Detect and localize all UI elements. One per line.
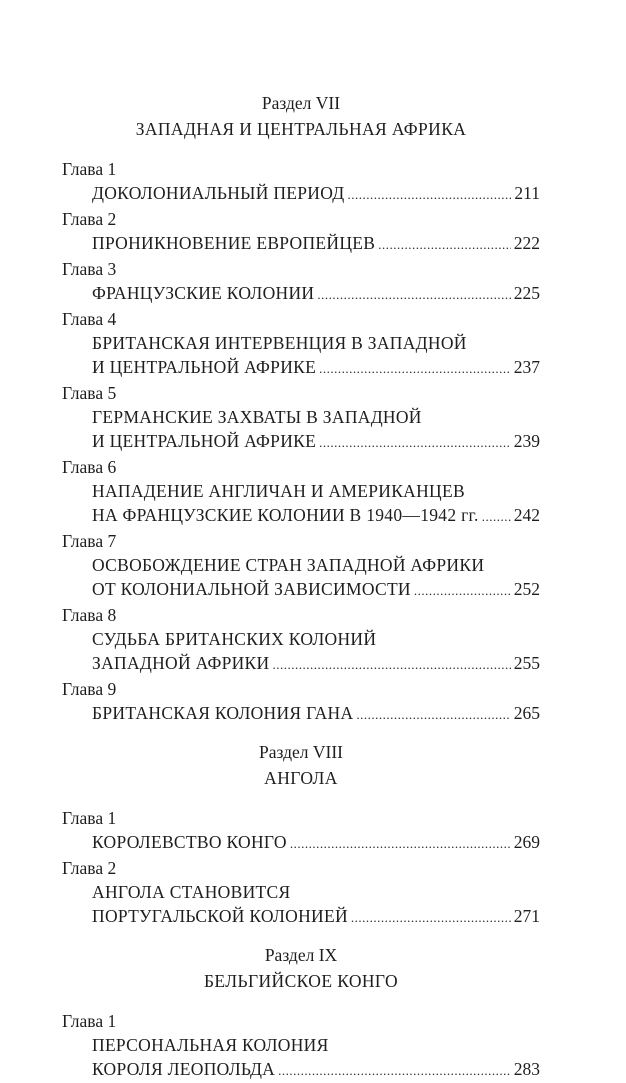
chapter-label: Глава 8 (62, 605, 117, 625)
chapter-title: ПРОНИКНОВЕНИЕ ЕВРОПЕЙЦЕВ (92, 233, 376, 253)
toc-entry-line[interactable] (62, 503, 540, 529)
section-viii (62, 739, 540, 791)
page-number: 211 (514, 183, 540, 203)
dot-leader (317, 283, 510, 307)
chapter-label: Глава 3 (62, 259, 117, 279)
chapter-title: ФРАНЦУЗСКИЕ КОЛОНИИ (92, 283, 315, 303)
dot-leader (319, 431, 511, 455)
section-title: ЗАПАДНАЯ И ЦЕНТРАЛЬНАЯ АФРИКА (135, 119, 467, 139)
chapter-label: Глава 6 (62, 457, 117, 477)
chapter-title: НА ФРАНЦУЗСКИЕ КОЛОНИИ В 1940—1942 гг. (92, 505, 479, 525)
page-number: 237 (513, 357, 540, 377)
page-number: 222 (513, 233, 540, 253)
section-label: Раздел IX (264, 945, 338, 965)
page-number: 265 (513, 703, 540, 723)
dot-leader (482, 505, 511, 529)
chapter-title-line: БРИТАНСКАЯ ИНТЕРВЕНЦИЯ В ЗАПАДНОЙ (92, 333, 467, 353)
page-number: 269 (513, 832, 540, 852)
chapter-title: ОТ КОЛОНИАЛЬНОЙ ЗАВИСИМОСТИ (92, 579, 411, 599)
page-number: 225 (513, 283, 540, 303)
dot-leader (348, 183, 512, 207)
chapter-entry (62, 603, 540, 677)
chapter-label: Глава 5 (62, 383, 117, 403)
toc-entry-line[interactable] (62, 181, 540, 207)
chapter-title-line: ГЕРМАНСКИЕ ЗАХВАТЫ В ЗАПАДНОЙ (92, 407, 422, 427)
dot-leader (319, 357, 511, 381)
chapter-title: КОРОЛЕВСТВО КОНГО (92, 832, 287, 852)
chapter-title: И ЦЕНТРАЛЬНОЙ АФРИКЕ (92, 357, 317, 377)
chapter-entry (62, 856, 540, 930)
toc-entry-line[interactable] (62, 577, 540, 603)
toc-entry-line[interactable] (62, 830, 540, 856)
chapter-label: Глава 2 (62, 858, 117, 878)
page-number: 239 (513, 431, 540, 451)
chapter-label: Глава 4 (62, 309, 117, 329)
dot-leader (290, 832, 511, 856)
page-number: 252 (513, 579, 540, 599)
page-number: 271 (513, 906, 540, 926)
dot-leader (351, 906, 511, 930)
section-ix (62, 942, 540, 994)
chapter-entry (62, 307, 540, 381)
chapter-entry (62, 207, 540, 257)
chapter-entry (62, 455, 540, 529)
chapter-title-line: СУДЬБА БРИТАНСКИХ КОЛОНИЙ (92, 629, 377, 649)
chapter-label: Глава 9 (62, 679, 117, 699)
chapter-title: ДОКОЛОНИАЛЬНЫЙ ПЕРИОД (92, 183, 345, 203)
dot-leader (356, 703, 510, 727)
toc-entry-line[interactable] (62, 1057, 540, 1083)
chapter-entry (62, 381, 540, 455)
chapter-label: Глава 1 (62, 808, 117, 828)
section-title: БЕЛЬГИЙСКОЕ КОНГО (203, 971, 399, 991)
chapter-label: Глава 2 (62, 209, 117, 229)
chapter-title: И ЦЕНТРАЛЬНОЙ АФРИКЕ (92, 431, 317, 451)
chapter-title-line: АНГОЛА СТАНОВИТСЯ (92, 882, 291, 902)
section-title: АНГОЛА (264, 768, 338, 788)
chapter-title: ПОРТУГАЛЬСКОЙ КОЛОНИЕЙ (92, 906, 348, 926)
chapter-title: БРИТАНСКАЯ КОЛОНИЯ ГАНА (92, 703, 354, 723)
dot-leader (414, 579, 511, 603)
toc-entry-line[interactable] (62, 701, 540, 727)
chapter-title-line: ОСВОБОЖДЕНИЕ СТРАН ЗАПАДНОЙ АФРИКИ (92, 555, 485, 575)
page-number: 255 (513, 653, 540, 673)
section-vii (62, 90, 540, 142)
page-number: 242 (513, 505, 540, 525)
chapter-label: Глава 1 (62, 1011, 117, 1031)
section-label: Раздел VIII (259, 742, 343, 762)
chapter-title-line: ПЕРСОНАЛЬНАЯ КОЛОНИЯ (92, 1035, 329, 1055)
chapter-entry (62, 257, 540, 307)
chapter-entry (62, 677, 540, 727)
chapter-entry (62, 529, 540, 603)
chapter-title: КОРОЛЯ ЛЕОПОЛЬДА (92, 1059, 276, 1079)
dot-leader (378, 233, 510, 257)
section-label: Раздел VII (261, 93, 341, 113)
toc-entry-line[interactable] (62, 231, 540, 257)
table-of-contents (62, 90, 540, 1083)
chapter-entry (62, 806, 540, 856)
chapter-label: Глава 1 (62, 159, 117, 179)
dot-leader (278, 1059, 511, 1083)
toc-entry-line[interactable] (62, 904, 540, 930)
chapter-label: Глава 7 (62, 531, 117, 551)
toc-entry-line[interactable] (62, 355, 540, 381)
toc-entry-line[interactable] (62, 429, 540, 455)
toc-entry-line[interactable] (62, 281, 540, 307)
toc-entry-line[interactable] (62, 651, 540, 677)
chapter-title-line: НАПАДЕНИЕ АНГЛИЧАН И АМЕРИКАНЦЕВ (92, 481, 465, 501)
chapter-entry (62, 1009, 540, 1083)
chapter-title: ЗАПАДНОЙ АФРИКИ (92, 653, 270, 673)
page-number: 283 (513, 1059, 540, 1079)
chapter-entry (62, 157, 540, 207)
dot-leader (272, 653, 510, 677)
